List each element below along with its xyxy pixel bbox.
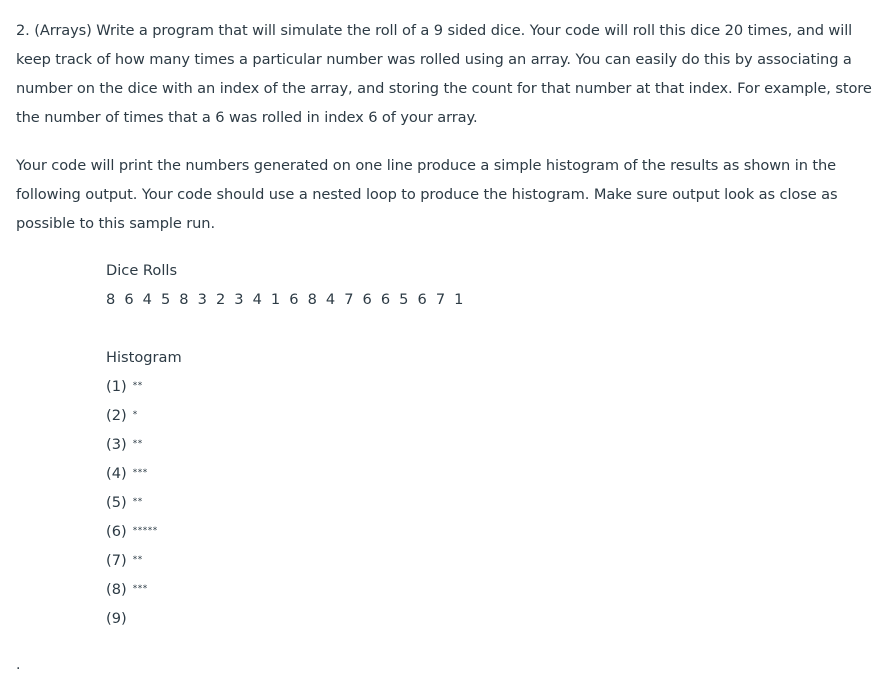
histogram-stars: ** bbox=[132, 381, 143, 391]
assignment-document bbox=[16, 16, 876, 238]
histogram-row bbox=[106, 546, 466, 575]
histogram-label: (7) bbox=[106, 552, 127, 569]
histogram-row bbox=[106, 401, 466, 430]
histogram-stars: * bbox=[132, 410, 138, 420]
histogram-label: (2) bbox=[106, 407, 127, 424]
histogram-row bbox=[106, 372, 466, 401]
histogram-label: (6) bbox=[106, 523, 127, 540]
sample-output bbox=[106, 256, 466, 633]
histogram-row bbox=[106, 604, 466, 633]
histogram-heading: Histogram bbox=[106, 349, 182, 366]
trailing-period: . bbox=[16, 657, 21, 673]
histogram-stars: ** bbox=[132, 555, 143, 565]
histogram-label: (3) bbox=[106, 436, 127, 453]
problem-statement-paragraph: 2. (Arrays) Write a program that will simulate the roll of a 9 sided dice. Your code will roll this dice 20 times, and will keep track of how many times a particular number was rolled using an array. You can easily do this by associating a number on the dice with an index of the array, and storing the count for that number at that index. For example, store the number of times that a 6 was rolled in index 6 of your array. bbox=[16, 22, 872, 126]
histogram-stars: ** bbox=[132, 497, 143, 507]
histogram-label: (4) bbox=[106, 465, 127, 482]
histogram-label: (9) bbox=[106, 610, 127, 627]
histogram-row bbox=[106, 517, 466, 546]
histogram-row bbox=[106, 430, 466, 459]
histogram-label: (1) bbox=[106, 378, 127, 395]
histogram-row bbox=[106, 575, 466, 604]
dice-rolls-values: 8 6 4 5 8 3 2 3 4 1 6 8 4 7 6 6 5 6 7 1 bbox=[106, 291, 466, 308]
spacer bbox=[106, 314, 466, 343]
output-instructions-paragraph: Your code will print the numbers generated on one line produce a simple histogram of the results as shown in the following output. Your code should use a nested loop to produce the histogram. Make sure output look as close as possible to this sample run. bbox=[16, 157, 838, 232]
histogram-label: (5) bbox=[106, 494, 127, 511]
histogram-label: (8) bbox=[106, 581, 127, 598]
histogram-stars: ** bbox=[132, 439, 143, 449]
dice-rolls-heading: Dice Rolls bbox=[106, 262, 178, 279]
histogram-stars: *** bbox=[132, 468, 148, 478]
histogram-stars: *** bbox=[132, 584, 148, 594]
histogram-row bbox=[106, 488, 466, 517]
histogram-row bbox=[106, 459, 466, 488]
histogram-stars: ***** bbox=[132, 526, 158, 536]
